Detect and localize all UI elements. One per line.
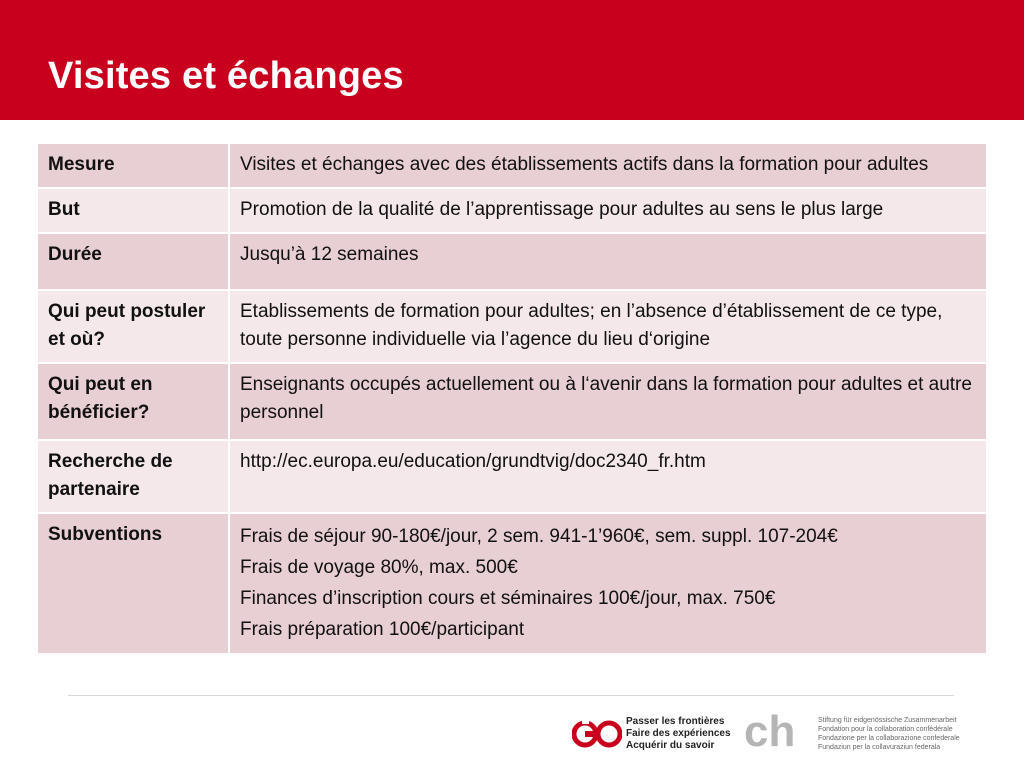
slide-title: Visites et échanges [48, 55, 404, 97]
row-value-recherche-partenaire: http://ec.europa.eu/education/grundtvig/doc2340_fr.htm [229, 440, 987, 513]
table-row [37, 513, 987, 654]
row-label-qui-peut-postuler: Qui peut postuler et où? [37, 290, 229, 363]
ch-logo-lettering: ch [744, 712, 796, 752]
footer-divider [68, 695, 954, 696]
ch-logo [744, 712, 808, 752]
go-logo-lettering: GO [597, 738, 599, 739]
row-label-duree: Durée [37, 233, 229, 290]
row-label-qui-peut-beneficier: Qui peut en bénéficier? [37, 363, 229, 440]
subvention-line-sejour: Frais de séjour 90-180€/jour, 2 sem. 941-1’960€, sem. suppl. 107-204€ [240, 526, 838, 547]
info-table [36, 142, 988, 655]
row-label-mesure: Mesure [37, 143, 229, 188]
go-tagline [626, 716, 731, 752]
ch-foundation-line: Fundaziun per la collavuraziun federala [818, 744, 941, 751]
go-logo [572, 714, 622, 754]
row-label-but: But [37, 188, 229, 233]
table-row [37, 143, 987, 188]
subvention-line-preparation: Frais préparation 100€/participant [240, 619, 525, 640]
table-row [37, 440, 987, 513]
row-value-qui-peut-postuler: Etablissements de formation pour adultes; en l’absence d’établissement de ce type, toute personne individuelle via l’agence du lieu d‘origine [229, 290, 987, 363]
table-row [37, 233, 987, 290]
ch-foundation-line: Fondation pour la collaboration confédérale [818, 726, 953, 733]
go-tagline-line: Passer les frontières [626, 716, 725, 727]
row-label-recherche-partenaire: Recherche de partenaire [37, 440, 229, 513]
row-value-duree: Jusqu’à 12 semaines [229, 233, 987, 290]
row-label-subventions: Subventions [37, 513, 229, 654]
ch-foundation-text [818, 716, 960, 752]
title-banner [0, 0, 1024, 120]
row-value-subventions [229, 513, 987, 654]
ch-foundation-line: Fondazione per la collaborazione confederale [818, 735, 960, 742]
table-row [37, 290, 987, 363]
row-value-qui-peut-beneficier: Enseignants occupés actuellement ou à l‘avenir dans la formation pour adultes et autre personnel [229, 363, 987, 440]
row-value-mesure: Visites et échanges avec des établissements actifs dans la formation pour adultes [229, 143, 987, 188]
table-row [37, 188, 987, 233]
go-tagline-line: Acquérir du savoir [626, 740, 715, 751]
table-row [37, 363, 987, 440]
subvention-line-inscription: Finances d’inscription cours et séminaires 100€/jour, max. 750€ [240, 588, 776, 609]
ch-foundation-line: Stiftung für eidgenössische Zusammenarbeit [818, 717, 957, 724]
subvention-line-voyage: Frais de voyage 80%, max. 500€ [240, 557, 518, 578]
go-tagline-line: Faire des expériences [626, 728, 731, 739]
row-value-but: Promotion de la qualité de l’apprentissage pour adultes au sens le plus large [229, 188, 987, 233]
